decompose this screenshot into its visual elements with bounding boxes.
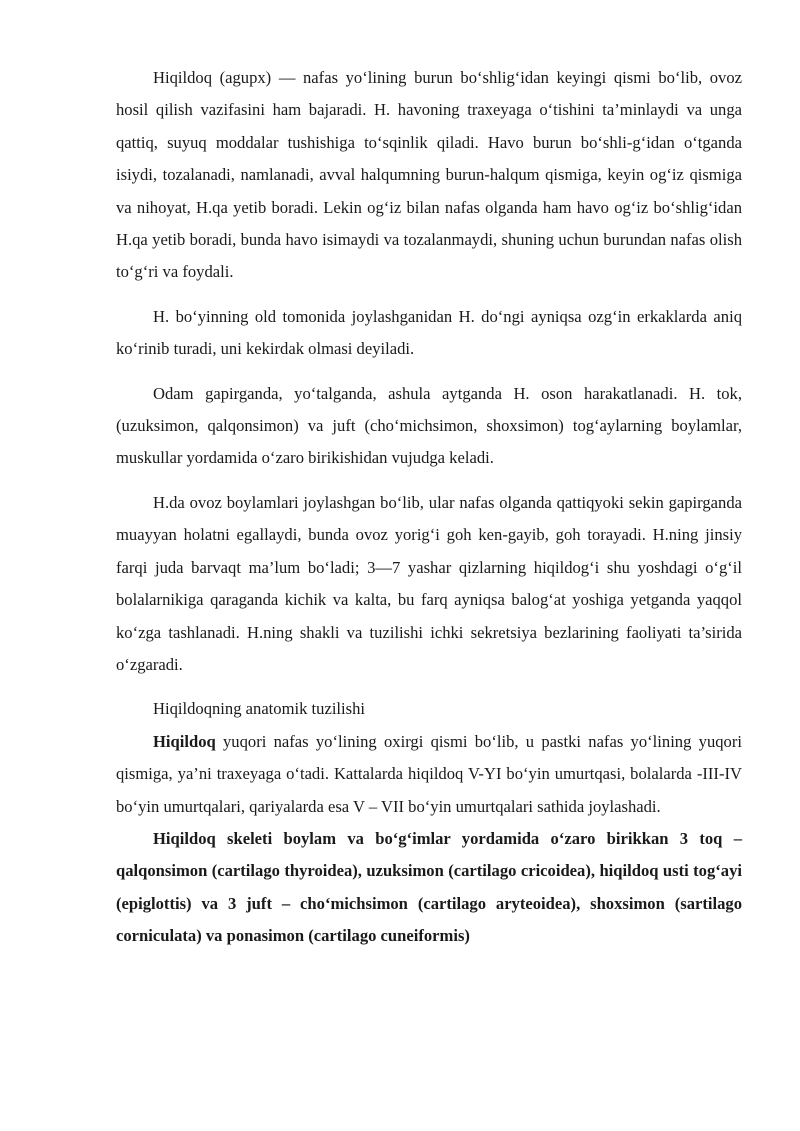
section-heading: Hiqildoqning anatomik tuzilishi — [153, 699, 366, 719]
paragraph-vocal-cords: H.da ovoz boylamlari joylashgan bo‘lib, ular nafas olganda qattiqyoki sekin gapirganda muayyan holatni egallaydi, bunda ovoz yorig‘i goh ken-gayib, goh torayadi. H.ning jinsiy farqi juda barvaqt ma’lum bo‘ladi; 3—7 yashar qizlarning hiqildog‘i shu yoshdagi o‘g‘il bolalarnikiga qaraganda kichik va kalta, bu farq ayniqsa balog‘at yoshiga yetganda yaqqol ko‘zga tashlanadi. H.ning shakli va tuzilishi ichki sekretsiya bezlarining faoliyati ta’sirida o‘zgaradi. — [116, 492, 742, 674]
paragraph-movement: Odam gapirganda, yo‘talganda, ashula aytganda H. oson harakatlanadi. H. tok, (uzuksimon, qalqonsimon) va juft (cho‘michsimon, shoxsimon) tog‘aylarning boylamlar, muskullar yordamida o‘zaro birikishidan vujudga keladi. — [116, 383, 742, 468]
document-page — [116, 62, 742, 953]
paragraph-skeleton: Hiqildoq skeleti boylam va bo‘g‘imlar yordamida o‘zaro birikkan 3 toq – qalqonsimon (cartilago thyroidea), uzuksimon (cartilago cricoidea), hiqildoq usti tog‘ayi (epiglottis) va 3 juft – cho‘michsimon (cartilago aryteoidea), shoxsimon (sartilago corniculata) va ponasimon (cartilago cuneiformis) — [116, 828, 742, 946]
paragraph-anatomy — [116, 726, 742, 823]
anatomy-text: yuqori nafas yo‘lining oxirgi qismi bo‘lib, u pastki nafas yo‘lining yuqori qismiga, ya’ni traxeyaga o‘tadi. Kattalarda hiqildoq V-YI bo‘yin umurtqasi, bolalarda -III-IV bo‘yin umurtqalari, qariyalarda esa V – VII bo‘yin umurtqalari sathida joylashadi. — [116, 731, 742, 816]
paragraph-intro: Hiqildoq (agupx) — nafas yo‘lining burun bo‘shlig‘idan keyingi qismi bo‘lib, ovoz hosil qilish vazifasini ham bajaradi. H. havoning traxeyaga o‘tishini ta’minlaydi va unga qattiq, suyuq moddalar tushishiga to‘sqinlik qiladi. Havo burun bo‘shli-g‘idan o‘tganda isiydi, tozalanadi, namlanadi, avval halqumning burun-halqum qismiga, keyin og‘iz qismiga va nihoyat, H.qa yetib boradi. Lekin og‘iz bilan nafas olganda ham havo og‘iz bo‘shlig‘idan H.qa yetib boradi, bunda havo isimaydi va tozalanmaydi, shuning uchun burundan nafas olish to‘g‘ri va foydali. — [116, 68, 742, 282]
paragraph-location: H. bo‘yinning old tomonida joylashganidan H. do‘ngi ayniqsa ozg‘in erkaklarda aniq ko‘rinib turadi, uni kekirdak olmasi deyiladi. — [116, 306, 742, 359]
bold-lead-term: Hiqildoq — [153, 731, 216, 751]
